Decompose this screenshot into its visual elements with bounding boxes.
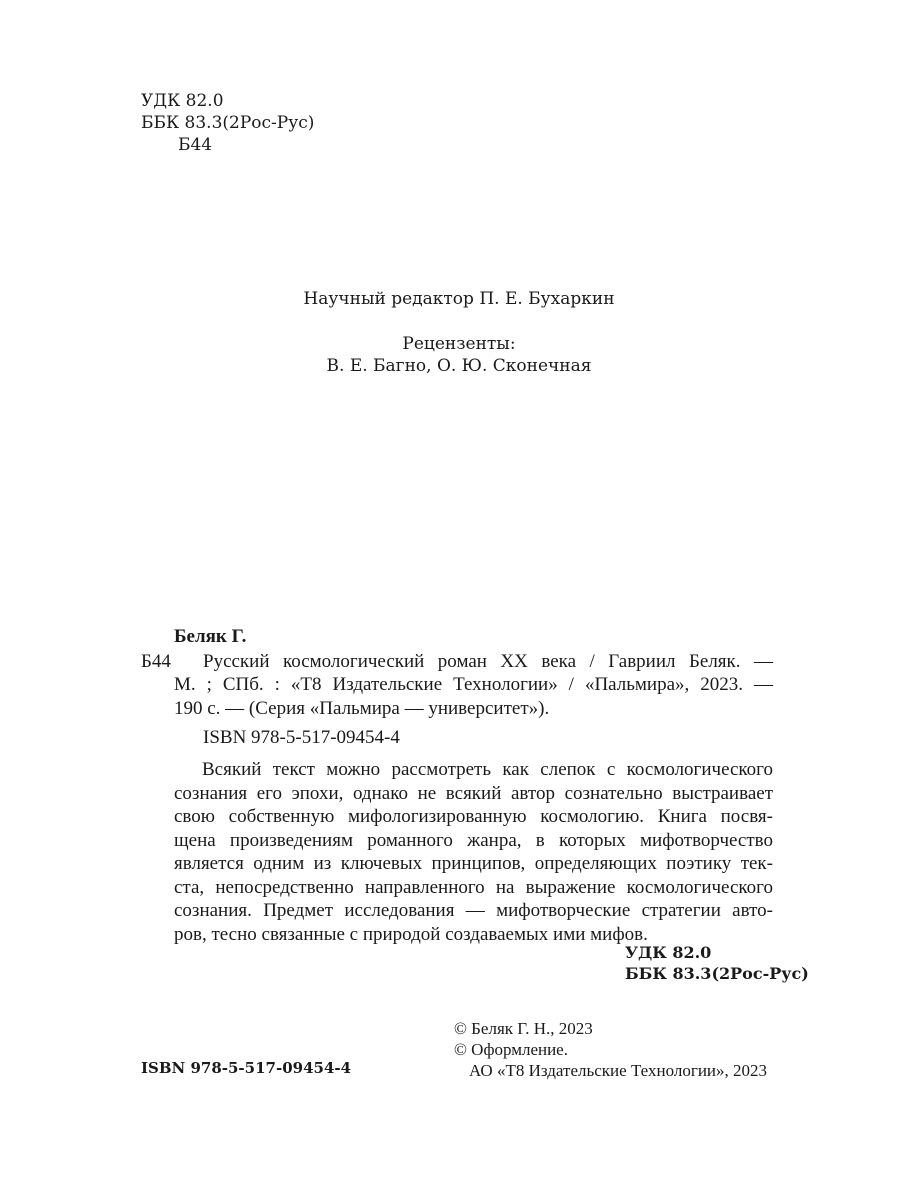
card-isbn: ISBN 978-5-517-09454-4 — [203, 727, 400, 748]
reviewers-label: Рецензенты: — [402, 334, 516, 354]
udk-code: УДК 82.0 — [141, 91, 224, 111]
card-bbk: ББК 83.3(2Рос-Рус) — [625, 964, 809, 983]
annotation-line: щена произведениям романного жанра, в которых мифотворчество — [174, 829, 773, 851]
annotation-line: ров, тесно связанные с природой создаваемых ими мифов. — [174, 923, 648, 945]
description-line: Русский космологический роман XX века / Гавриил Беляк. — — [203, 651, 773, 672]
annotation-line: свою собственную мифологизированную космологию. Книга посвя- — [174, 806, 773, 827]
bibliographic-description — [203, 650, 773, 674]
card-author-mark: Б44 — [141, 651, 171, 672]
footer-isbn: ISBN 978-5-517-09454-4 — [141, 1059, 352, 1077]
description-line: М. ; СПб. : «Т8 Издательские Технологии» / «Пальмира», 2023. — — [174, 674, 773, 695]
author-mark: Б44 — [178, 135, 213, 155]
annotation-line: Всякий текст можно рассмотреть как слепок с космологического — [202, 759, 773, 780]
copyright-publisher: АО «Т8 Издательские Технологии», 2023 — [469, 1061, 768, 1080]
scientific-editor: Научный редактор П. Е. Бухаркин — [303, 289, 615, 309]
copyright-design: © Оформление. — [454, 1040, 568, 1059]
annotation-line: сознания. Предмет исследования — мифотворческие стратегии авто- — [174, 900, 773, 921]
annotation-line: сознания его эпохи, однако не всякий автор сознательно выстраивает — [174, 782, 773, 804]
author-heading: Беляк Г. — [174, 626, 247, 647]
bbk-code: ББК 83.3(2Рос-Рус) — [141, 113, 315, 133]
copyright-author: © Беляк Г. Н., 2023 — [454, 1019, 593, 1038]
annotation — [174, 758, 773, 946]
annotation-line: ста, непосредственно направленного на выражение космологического — [174, 876, 773, 898]
reviewers-names: В. Е. Багно, О. Ю. Сконечная — [326, 356, 592, 376]
annotation-line: является одним из ключевых принципов, определяющих поэтику тек- — [174, 853, 773, 874]
card-udk: УДК 82.0 — [625, 943, 712, 962]
description-line: 190 с. — (Серия «Пальмира — университет»). — [174, 697, 550, 719]
description-continuation — [174, 673, 773, 720]
